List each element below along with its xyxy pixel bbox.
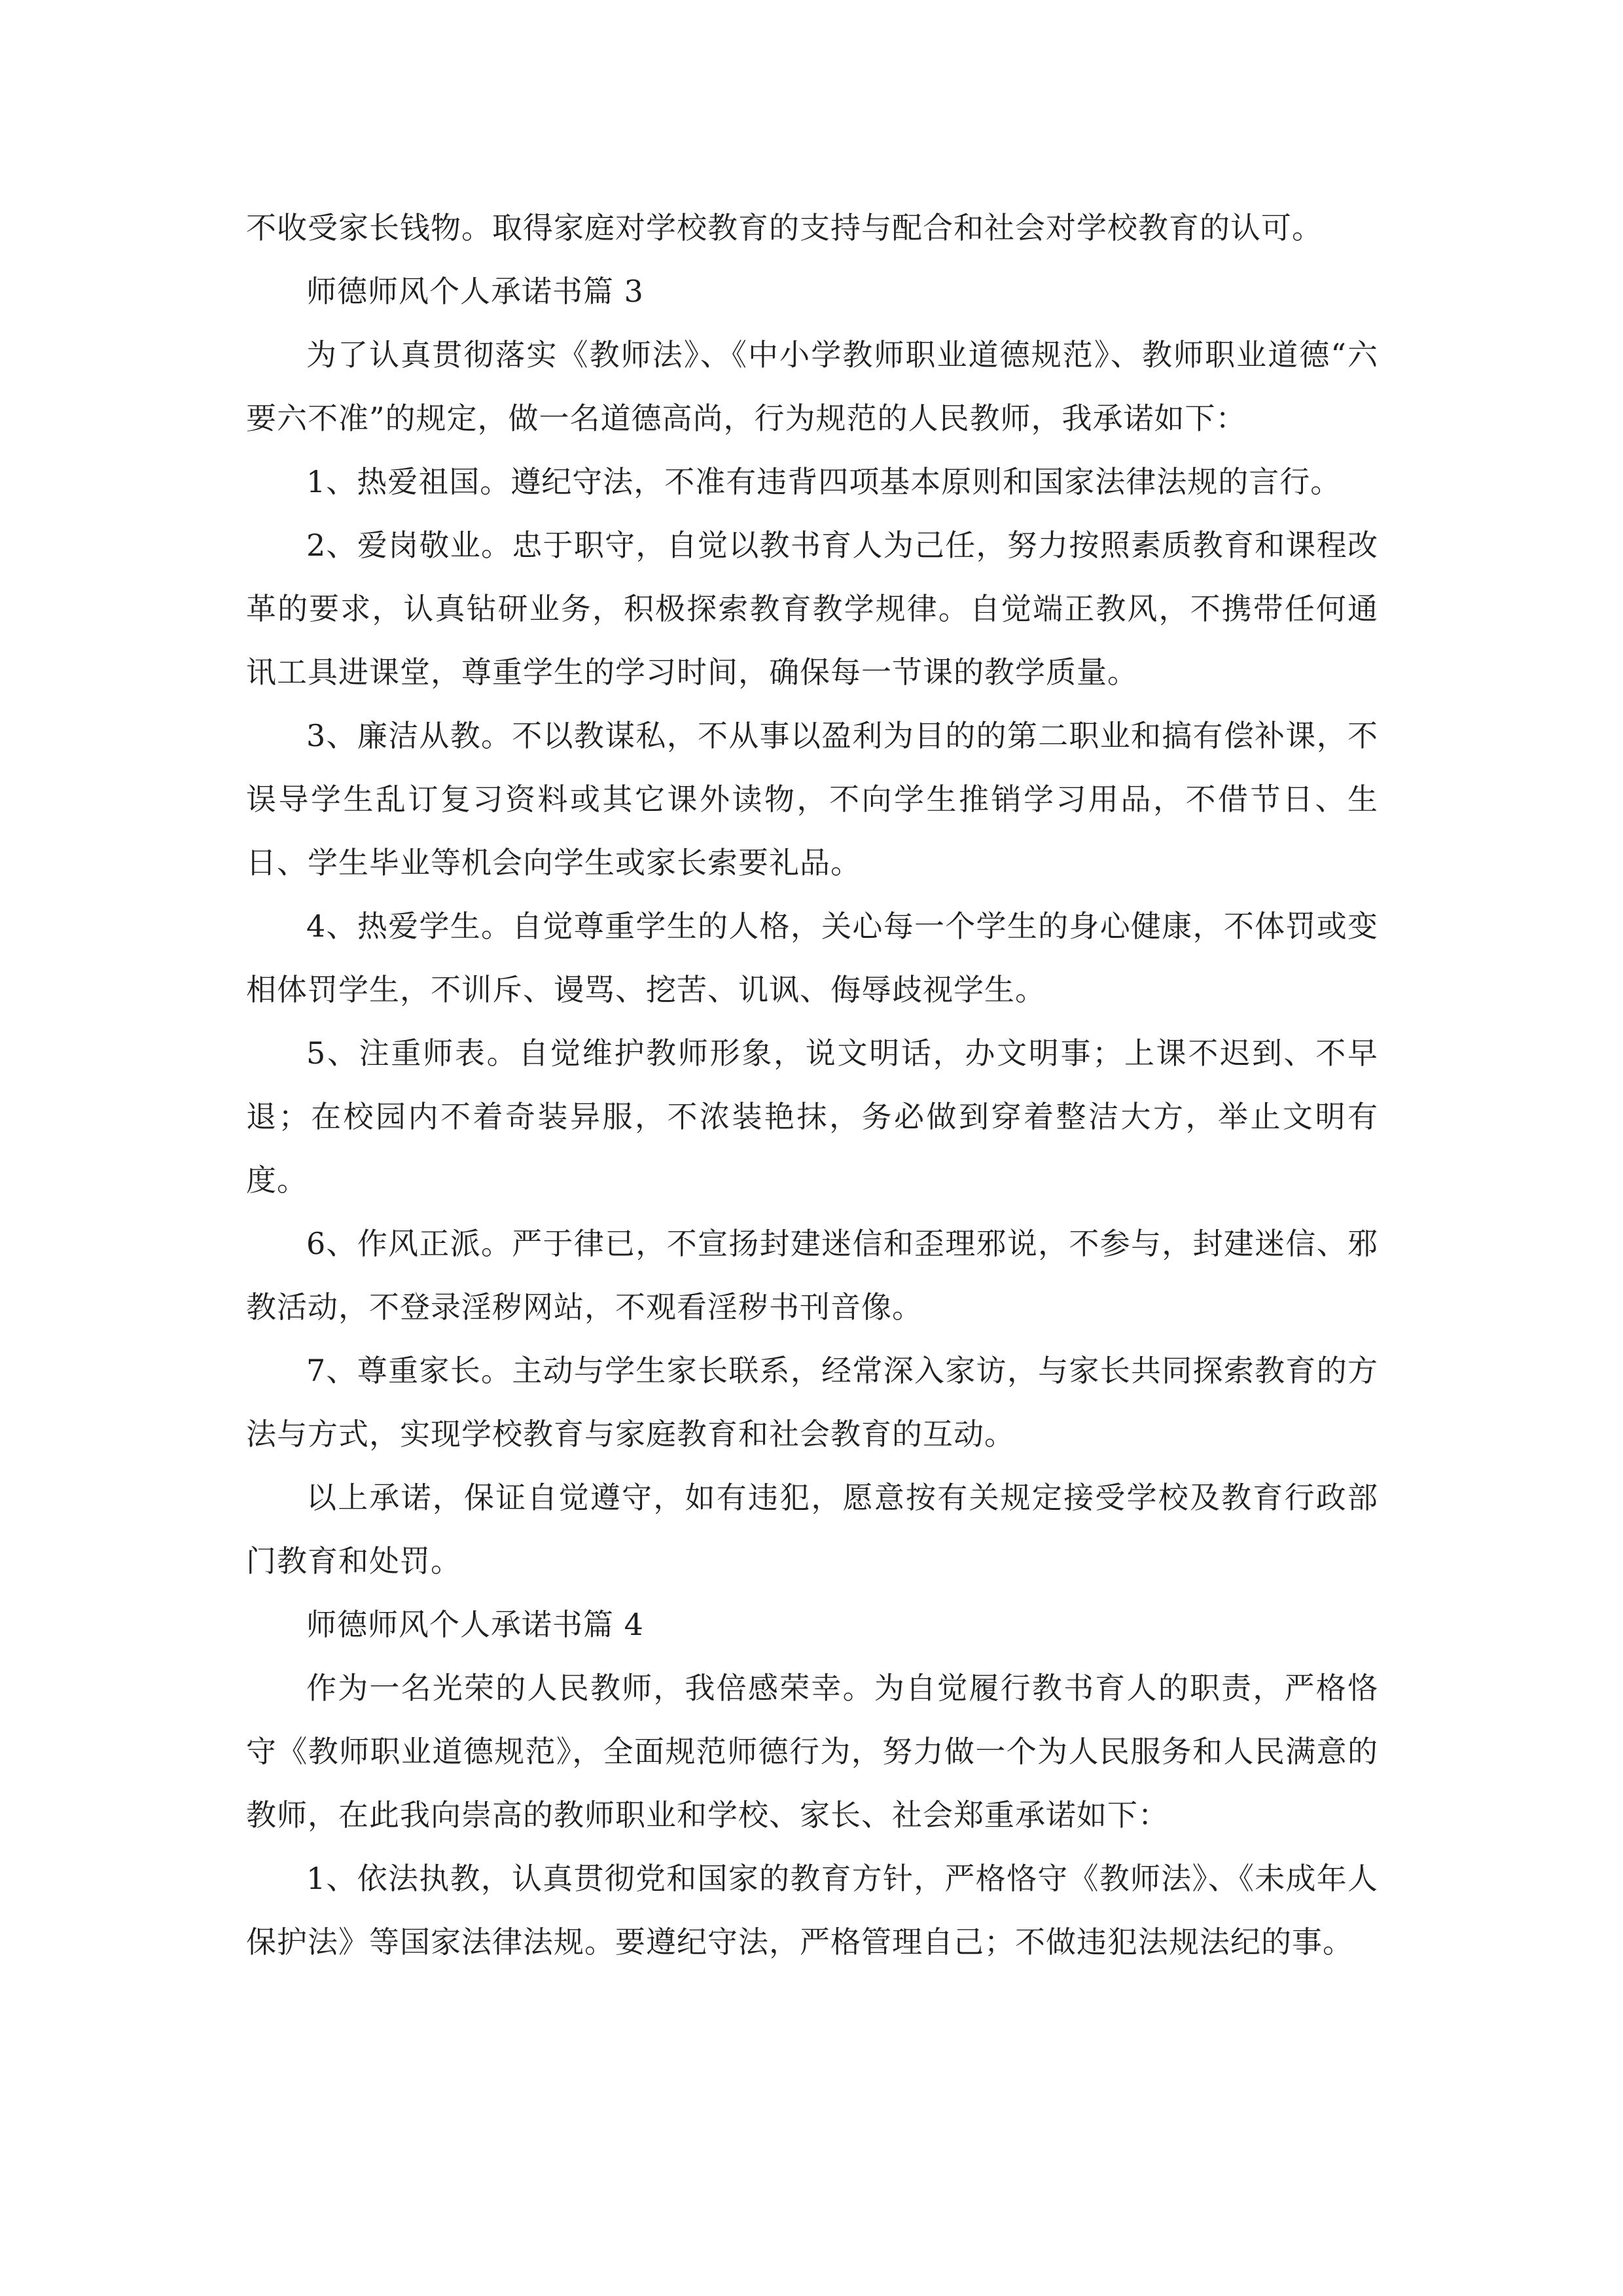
paragraph-item-3: 3、廉洁从教。不以教谋私，不从事以盈利为目的的第二职业和搞有偿补课，不误导学生乱订复习资料或其它课外读物，不向学生推销学习用品，不借节日、生日、学生毕业等机会向学生或家长索要礼品。	[246, 718, 1378, 880]
paragraph-item-4: 4、热爱学生。自觉尊重学生的人格，关心每一个学生的身心健康，不体罚或变相体罚学生，不训斥、谩骂、挖苦、讥讽、侮辱歧视学生。	[246, 908, 1378, 1007]
paragraph-intro-4: 作为一名光荣的人民教师，我倍感荣幸。为自觉履行教书育人的职责，严格恪守《教师职业道德规范》，全面规范师德行为，努力做一个为人民服务和人民满意的教师，在此我向崇高的教师职业和学校、家长、社会郑重承诺如下：	[246, 1670, 1378, 1833]
paragraph-item-5: 5、注重师表。自觉维护教师形象，说文明话，办文明事；上课不迟到、不早退；在校园内不着奇装异服，不浓装艳抹，务必做到穿着整洁大方，举止文明有度。	[246, 1035, 1378, 1198]
paragraph-continued: 不收受家长钱物。取得家庭对学校教育的支持与配合和社会对学校教育的认可。	[246, 210, 1323, 245]
paragraph-intro-3: 为了认真贯彻落实《教师法》、《中小学教师职业道德规范》、教师职业道德“六要六不准”的规定，做一名道德高尚，行为规范的人民教师，我承诺如下：	[246, 337, 1378, 436]
document-body	[246, 196, 1378, 1974]
paragraph-item-6: 6、作风正派。严于律已，不宣扬封建迷信和歪理邪说，不参与，封建迷信、邪教活动，不登录淫秽网站，不观看淫秽书刊音像。	[246, 1226, 1378, 1325]
paragraph-closing-3: 以上承诺，保证自觉遵守，如有违犯，愿意按有关规定接受学校及教育行政部门教育和处罚。	[246, 1480, 1378, 1579]
section-heading-3: 师德师风个人承诺书篇 3	[306, 274, 644, 309]
paragraph-item-1: 1、热爱祖国。遵纪守法，不准有违背四项基本原则和国家法律法规的言行。	[306, 464, 1342, 499]
paragraph-item-2: 2、爱岗敬业。忠于职守，自觉以教书育人为己任，努力按照素质教育和课程改革的要求，认真钻研业务，积极探索教育教学规律。自觉端正教风，不携带任何通讯工具进课堂，尊重学生的学习时间，确保每一节课的教学质量。	[246, 528, 1378, 690]
paragraph-item-1-section-4: 1、依法执教，认真贯彻党和国家的教育方针，严格恪守《教师法》、《未成年人保护法》等国家法律法规。要遵纪守法，严格管理自己；不做违犯法规法纪的事。	[246, 1861, 1378, 1960]
section-heading-4: 师德师风个人承诺书篇 4	[306, 1607, 644, 1642]
paragraph-item-7: 7、尊重家长。主动与学生家长联系，经常深入家访，与家长共同探索教育的方法与方式，实现学校教育与家庭教育和社会教育的互动。	[246, 1353, 1378, 1452]
